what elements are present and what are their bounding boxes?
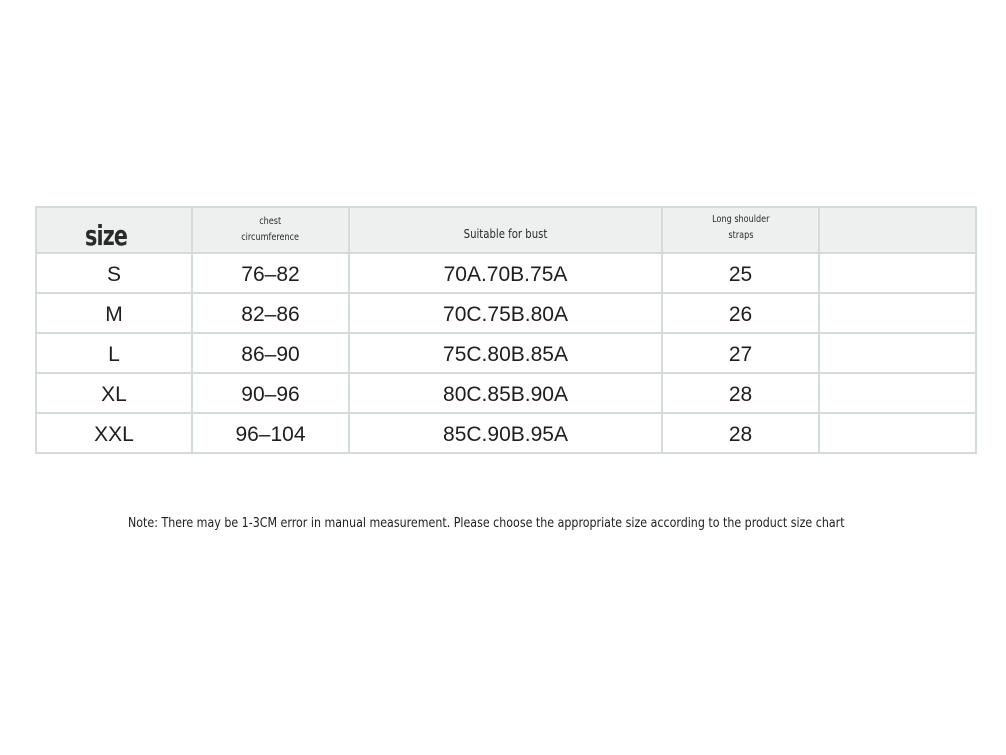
size-chart-table	[35, 206, 977, 454]
cell-bust: 85C.90B.95A	[349, 413, 662, 453]
cell-size: XXL	[36, 413, 192, 453]
cell-chest: 76–82	[192, 253, 349, 293]
cell-straps: 28	[662, 373, 819, 413]
cell-empty	[819, 293, 976, 333]
table-row	[36, 293, 976, 333]
cell-chest: 86–90	[192, 333, 349, 373]
cell-empty	[819, 333, 976, 373]
cell-empty	[819, 253, 976, 293]
cell-size: S	[36, 253, 192, 293]
cell-bust: 70C.75B.80A	[349, 293, 662, 333]
cell-straps: 27	[662, 333, 819, 373]
header-straps-line1: Long shoulder	[711, 214, 770, 225]
header-long-shoulder-straps	[662, 207, 819, 253]
cell-bust: 75C.80B.85A	[349, 333, 662, 373]
header-straps-line2: straps	[727, 230, 754, 241]
table-row	[36, 253, 976, 293]
table-header-row	[36, 207, 976, 253]
measurement-note: Note: There may be 1-3CM error in manual measurement. Please choose the appropriate size according to the product size chart	[128, 515, 845, 531]
cell-straps: 28	[662, 413, 819, 453]
header-chest-line1: chest	[259, 216, 282, 227]
table-row	[36, 373, 976, 413]
cell-size: XL	[36, 373, 192, 413]
header-size: size	[36, 207, 192, 253]
cell-bust: 70A.70B.75A	[349, 253, 662, 293]
cell-chest: 82–86	[192, 293, 349, 333]
table-row	[36, 333, 976, 373]
cell-bust: 80C.85B.90A	[349, 373, 662, 413]
header-empty	[819, 207, 976, 253]
cell-straps: 26	[662, 293, 819, 333]
cell-straps: 25	[662, 253, 819, 293]
table-row	[36, 413, 976, 453]
header-chest-line2: circumference	[241, 232, 300, 243]
cell-size: M	[36, 293, 192, 333]
cell-empty	[819, 373, 976, 413]
header-suitable-for-bust: Suitable for bust	[349, 207, 662, 253]
cell-empty	[819, 413, 976, 453]
header-chest-circumference	[192, 207, 349, 253]
cell-chest: 90–96	[192, 373, 349, 413]
cell-size: L	[36, 333, 192, 373]
cell-chest: 96–104	[192, 413, 349, 453]
